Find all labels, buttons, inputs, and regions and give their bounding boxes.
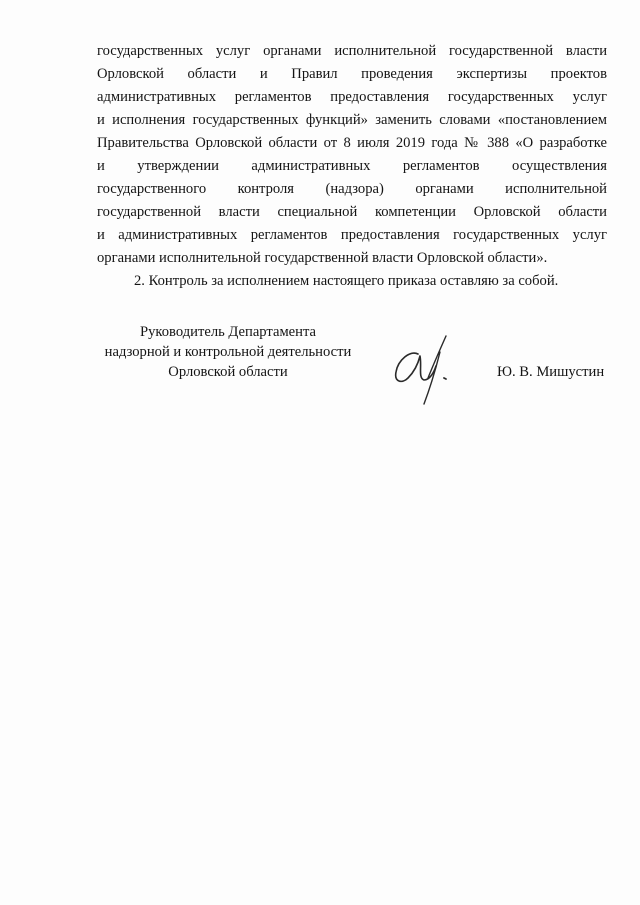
body-line-3: административных регламентов предоставления государственных услуг <box>97 89 607 105</box>
handwritten-signature <box>388 332 468 408</box>
body-line-10: органами исполнительной государственной власти Орловской области». <box>97 250 548 266</box>
signatory-position <box>88 322 368 382</box>
body-line-9: и административных регламентов предоставления государственных услуг <box>97 227 607 243</box>
body-line-8: государственной власти специальной компетенции Орловской области <box>97 204 607 220</box>
signatory-name: Ю. В. Мишустин <box>497 364 605 380</box>
position-line-3: Орловской области <box>168 364 288 380</box>
position-line-1: Руководитель Департамента <box>140 324 316 340</box>
body-line-5: Правительства Орловской области от 8 июля 2019 года № 388 «О разработке <box>97 135 607 151</box>
paragraph-item-2: 2. Контроль за исполнением настоящего приказа оставляю за собой. <box>134 273 559 289</box>
body-line-1: государственных услуг органами исполнительной государственной власти <box>97 43 607 59</box>
body-line-6: и утверждении административных регламентов осуществления <box>97 158 607 174</box>
body-line-2: Орловской области и Правил проведения экспертизы проектов <box>97 66 607 82</box>
body-line-4: и исполнения государственных функций» заменить словами «постановлением <box>97 112 607 128</box>
body-line-7: государственного контроля (надзора) органами исполнительной <box>97 181 607 197</box>
position-line-2: надзорной и контрольной деятельности <box>104 344 352 360</box>
